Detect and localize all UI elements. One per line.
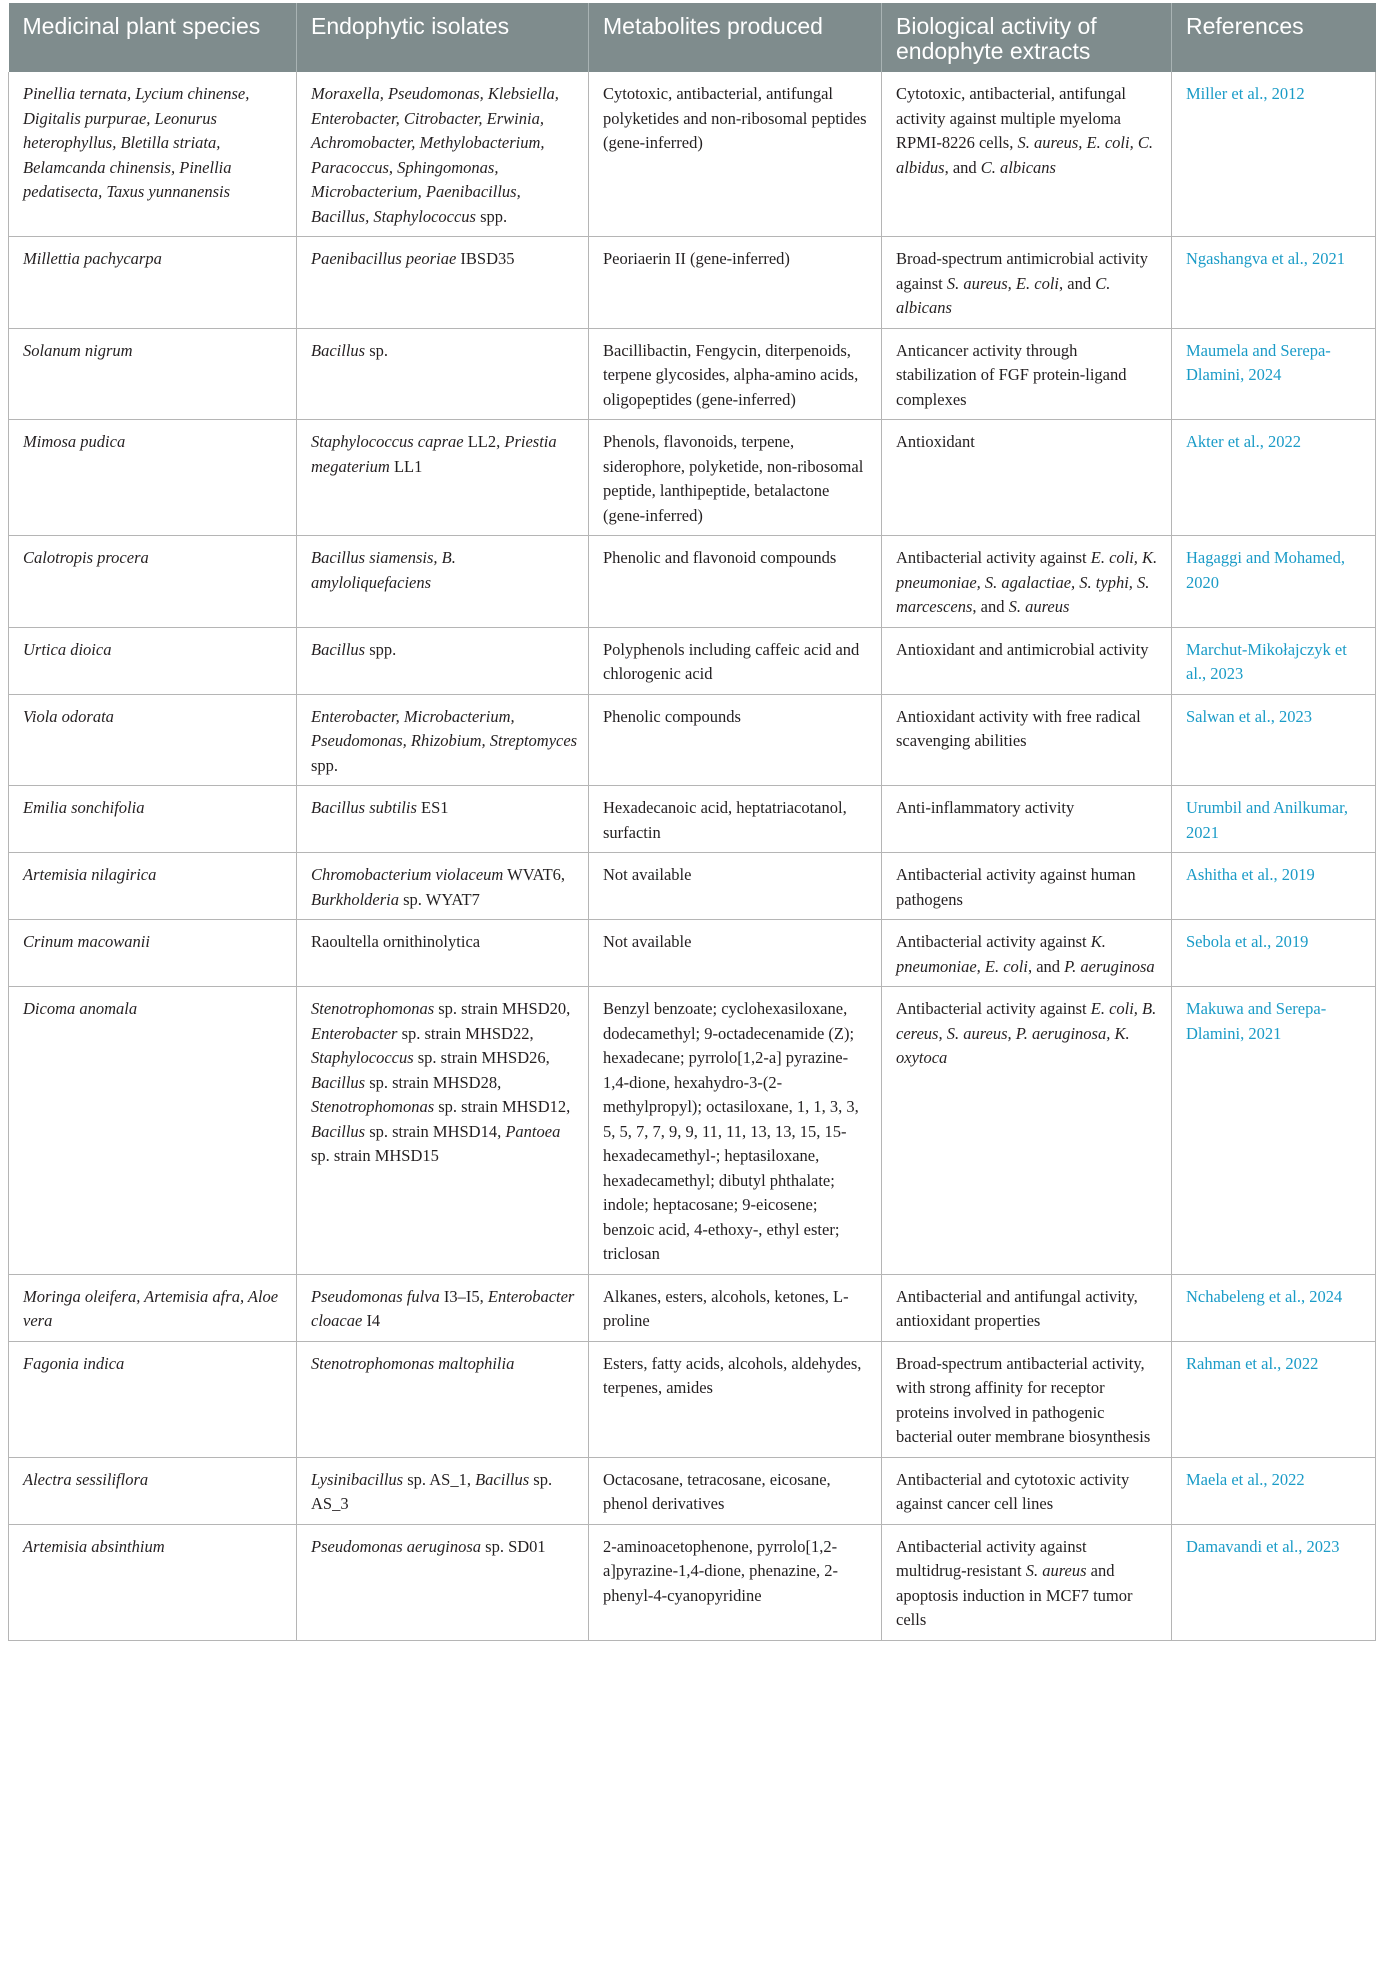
cell-text: Anti-inflammatory activity	[896, 798, 1075, 817]
header-biological-activity: Biological activity of endophyte extracts	[882, 3, 1172, 72]
table-row	[9, 72, 1376, 237]
plant-species-cell	[9, 694, 297, 786]
cell-text: Not available	[603, 865, 692, 884]
plant-species-cell	[9, 72, 297, 237]
cell-text: Antioxidant and antimicrobial activity	[896, 639, 1149, 659]
cell-text: Bacillus	[475, 1469, 530, 1489]
cell-text: Phenolic and flavonoid compounds	[603, 548, 837, 567]
reference-link[interactable]: Rahman et al., 2022	[1172, 1341, 1376, 1457]
cell-text: Not available	[603, 932, 692, 951]
plant-species-cell	[9, 328, 297, 420]
table-container	[8, 3, 1375, 1641]
plant-species-cell	[9, 1524, 297, 1640]
cell-text: Pantoea	[505, 1121, 561, 1141]
cell-text: S. aureus	[1008, 597, 1070, 616]
cell-text: sp. SD01	[481, 1536, 546, 1556]
cell-text: , and	[1027, 956, 1065, 976]
cell-text: Esters, fatty acids, alcohols, aldehydes, terpenes, amides	[603, 1353, 862, 1397]
metabolites-cell	[589, 420, 882, 536]
table-row	[9, 920, 1376, 987]
cell-text: Stenotrophomonas	[311, 1097, 435, 1116]
reference-link[interactable]: Ashitha et al., 2019	[1172, 853, 1376, 920]
cell-text: Staphylococcus	[311, 1048, 414, 1067]
reference-link[interactable]: Miller et al., 2012	[1172, 72, 1376, 237]
cell-text: S. aureus	[1025, 1561, 1087, 1580]
cell-text: Antibacterial activity against	[896, 932, 1091, 951]
cell-text: Paenibacillus peoriae	[311, 249, 457, 268]
biological-activity-cell	[882, 237, 1172, 329]
reference-link[interactable]: Akter et al., 2022	[1172, 420, 1376, 536]
cell-text: Fagonia indica	[23, 1353, 125, 1373]
cell-text: Pseudomonas aeruginosa	[311, 1536, 482, 1556]
cell-text: Stenotrophomonas	[311, 999, 435, 1018]
table-row	[9, 987, 1376, 1275]
metabolites-cell	[589, 987, 882, 1275]
reference-link[interactable]: Sebola et al., 2019	[1172, 920, 1376, 987]
cell-text: spp.	[475, 206, 508, 226]
cell-text: Chromobacterium violaceum	[311, 865, 504, 884]
table-row	[9, 237, 1376, 329]
biological-activity-cell	[882, 920, 1172, 987]
biological-activity-cell	[882, 536, 1172, 628]
cell-text: sp. strain MHSD20,	[434, 999, 571, 1018]
cell-text: Artemisia nilagirica	[23, 865, 157, 884]
cell-text: , and	[1059, 273, 1096, 293]
header-plant-species: Medicinal plant species	[9, 3, 297, 72]
cell-text: Raoultella ornithinolytica	[311, 932, 481, 951]
cell-text: Bacillus	[311, 340, 366, 360]
endophytic-isolates-cell	[297, 694, 589, 786]
endophytic-isolates-cell	[297, 1457, 589, 1524]
reference-link[interactable]: Hagaggi and Mohamed, 2020	[1172, 536, 1376, 628]
plant-species-cell	[9, 536, 297, 628]
cell-text: sp. AS_3	[311, 1469, 553, 1513]
plant-species-cell	[9, 1457, 297, 1524]
cell-text: , and	[944, 157, 981, 177]
table-header	[9, 3, 1376, 72]
cell-text: Alkanes, esters, alcohols, ketones, L-proline	[603, 1286, 849, 1330]
metabolites-cell	[589, 1341, 882, 1457]
reference-link[interactable]: Damavandi et al., 2023	[1172, 1524, 1376, 1640]
table-row	[9, 627, 1376, 694]
cell-text: Dicoma anomala	[23, 999, 138, 1018]
reference-link[interactable]: Urumbil and Anilkumar, 2021	[1172, 786, 1376, 853]
table-row	[9, 786, 1376, 853]
endophytic-isolates-cell	[297, 328, 589, 420]
biological-activity-cell	[882, 694, 1172, 786]
cell-text: Pseudomonas fulva	[311, 1286, 440, 1306]
cell-text: WVAT6,	[503, 865, 566, 884]
cell-text: Octacosane, tetracosane, eicosane, phenol derivatives	[603, 1469, 831, 1513]
plant-species-cell	[9, 853, 297, 920]
biological-activity-cell	[882, 1524, 1172, 1640]
cell-text: Broad-spectrum antimicrobial activity against	[896, 249, 1149, 293]
header-endophytic-isolates: Endophytic isolates	[297, 3, 589, 72]
cell-text: and apoptosis induction in MCF7 tumor cells	[896, 1561, 1133, 1629]
endophytic-isolates-cell	[297, 237, 589, 329]
cell-text: Crinum macowanii	[23, 932, 150, 951]
cell-text: C. albicans	[896, 273, 1111, 317]
cell-text: Bacillus	[311, 1072, 366, 1092]
biological-activity-cell	[882, 987, 1172, 1275]
cell-text: Pinellia ternata, Lycium chinense, Digitalis purpurae, Leonurus heterophyllus, Bletilla striata, Belamcanda chinensis, Pinellia pedatisecta, Taxus yunnanensis	[23, 84, 250, 201]
plant-species-cell	[9, 987, 297, 1275]
metabolites-cell	[589, 1274, 882, 1341]
endophytic-isolates-cell	[297, 920, 589, 987]
cell-text: Urtica dioica	[23, 639, 112, 659]
reference-link[interactable]: Maela et al., 2022	[1172, 1457, 1376, 1524]
cell-text: Staphylococcus caprae	[311, 432, 464, 451]
metabolites-cell	[589, 328, 882, 420]
cell-text: Antibacterial activity against human pathogens	[896, 865, 1136, 909]
cell-text: Antibacterial activity against multidrug-resistant	[896, 1536, 1087, 1580]
endophytic-isolates-cell	[297, 420, 589, 536]
cell-text: Bacillibactin, Fengycin, diterpenoids, terpene glycosides, alpha-amino acids, oligopeptides (gene-inferred)	[603, 340, 859, 409]
table-row	[9, 1524, 1376, 1640]
cell-text: S. aureus, E. coli, C. albidus	[896, 133, 1153, 177]
cell-text: Viola odorata	[23, 706, 114, 726]
endophyte-table	[8, 3, 1376, 1641]
cell-text: I3–I5,	[439, 1286, 488, 1306]
cell-text: Lysinibacillus	[311, 1469, 404, 1489]
cell-text: spp.	[365, 639, 397, 659]
biological-activity-cell	[882, 1457, 1172, 1524]
cell-text: Phenolic compounds	[603, 706, 741, 726]
cell-text: sp. strain MHSD14,	[365, 1121, 506, 1141]
endophytic-isolates-cell	[297, 72, 589, 237]
biological-activity-cell	[882, 1341, 1172, 1457]
cell-text: Antioxidant activity with free radical scavenging abilities	[896, 706, 1141, 750]
endophytic-isolates-cell	[297, 627, 589, 694]
endophytic-isolates-cell	[297, 1524, 589, 1640]
endophytic-isolates-cell	[297, 536, 589, 628]
metabolites-cell	[589, 853, 882, 920]
cell-text: E. coli, B. cereus, S. aureus, P. aeruginosa, K. oxytoca	[896, 999, 1157, 1067]
cell-text: 2-aminoacetophenone, pyrrolo[1,2-a]pyrazine-1,4-dione, phenazine, 2-phenyl-4-cyanopyridine	[603, 1536, 839, 1605]
reference-link[interactable]: Nchabeleng et al., 2024	[1172, 1274, 1376, 1341]
cell-text: Stenotrophomonas maltophilia	[311, 1353, 515, 1373]
cell-text: Antibacterial and cytotoxic activity against cancer cell lines	[896, 1469, 1130, 1513]
plant-species-cell	[9, 1274, 297, 1341]
cell-text: Enterobacter cloacae	[311, 1286, 575, 1330]
biological-activity-cell	[882, 328, 1172, 420]
cell-text: Burkholderia	[311, 889, 399, 909]
biological-activity-cell	[882, 72, 1172, 237]
cell-text: , and	[972, 597, 1009, 616]
cell-text: Polyphenols including caffeic acid and chlorogenic acid	[603, 639, 860, 683]
biological-activity-cell	[882, 420, 1172, 536]
cell-text: Antibacterial and antifungal activity, antioxidant properties	[896, 1286, 1138, 1330]
cell-text: Phenols, flavonoids, terpene, siderophore, polyketide, non-ribosomal peptide, lanthipeptide, betalactone (gene-inferred)	[603, 432, 864, 525]
cell-text: sp. strain MHSD28,	[365, 1072, 502, 1092]
cell-text: Bacillus	[311, 639, 366, 659]
cell-text: C. albicans	[980, 157, 1056, 177]
reference-link[interactable]: Makuwa and Serepa-Dlamini, 2021	[1172, 987, 1376, 1275]
table-row	[9, 694, 1376, 786]
cell-text: IBSD35	[456, 249, 515, 268]
plant-species-cell	[9, 786, 297, 853]
table-row	[9, 420, 1376, 536]
cell-text: Hexadecanoic acid, heptatriacotanol, surfactin	[603, 798, 847, 842]
plant-species-cell	[9, 627, 297, 694]
cell-text: Enterobacter	[311, 1023, 398, 1043]
metabolites-cell	[589, 1457, 882, 1524]
cell-text: sp. WYAT7	[399, 889, 480, 909]
table-body	[9, 72, 1376, 1640]
biological-activity-cell	[882, 627, 1172, 694]
cell-text: Benzyl benzoate; cyclohexasiloxane, dodecamethyl; 9-octadecenamide (Z); hexadecane; pyrrolo[1,2-a] pyrazine-1,4-dione, hexahydro-3-(2-methylpropyl); octasiloxane, 1, 1, 3, 3, 5, 5, 7, 7, 9, 9, 11, 11, 13, 13, 15, 15-hexadecamethyl-; heptasiloxane, hexadecamethyl; dibutyl phthalate; indole; heptacosane; 9-eicosene; benzoic acid, 4-ethoxy-, ethyl ester; triclosan	[603, 999, 859, 1263]
cell-text: sp. AS_1,	[403, 1469, 476, 1489]
cell-text: S. aureus, E. coli	[946, 273, 1059, 293]
plant-species-cell	[9, 1341, 297, 1457]
endophytic-isolates-cell	[297, 786, 589, 853]
table-row	[9, 1457, 1376, 1524]
cell-text: Anticancer activity through stabilization of FGF protein-ligand complexes	[896, 340, 1127, 409]
cell-text: Priestia megaterium	[311, 432, 557, 476]
reference-link[interactable]: Salwan et al., 2023	[1172, 694, 1376, 786]
biological-activity-cell	[882, 853, 1172, 920]
cell-text: sp. strain MHSD26,	[413, 1048, 550, 1067]
metabolites-cell	[589, 786, 882, 853]
metabolites-cell	[589, 1524, 882, 1640]
cell-text: LL2,	[463, 432, 505, 451]
cell-text: Antibacterial activity against	[896, 999, 1091, 1018]
cell-text: K. pneumoniae, E. coli	[896, 932, 1106, 976]
reference-link[interactable]: Ngashangva et al., 2021	[1172, 237, 1376, 329]
metabolites-cell	[589, 536, 882, 628]
cell-text: Artemisia absinthium	[23, 1536, 165, 1556]
table-row	[9, 1274, 1376, 1341]
header-references: References	[1172, 3, 1376, 72]
table-row	[9, 536, 1376, 628]
cell-text: sp. strain MHSD15	[311, 1146, 439, 1165]
cell-text: Alectra sessiliflora	[23, 1469, 149, 1489]
metabolites-cell	[589, 237, 882, 329]
cell-text: Millettia pachycarpa	[23, 249, 162, 268]
cell-text: Bacillus	[311, 1121, 366, 1141]
endophytic-isolates-cell	[297, 1274, 589, 1341]
cell-text: P. aeruginosa	[1064, 956, 1155, 976]
plant-species-cell	[9, 237, 297, 329]
cell-text: Enterobacter, Microbacterium, Pseudomonas, Rhizobium, Streptomyces	[311, 706, 578, 750]
cell-text: Moraxella, Pseudomonas, Klebsiella, Enterobacter, Citrobacter, Erwinia, Achromobacter, Methylobacterium, Paracoccus, Sphingomonas, Microbacterium, Paenibacillus, Bacillus, Staphylococcus	[311, 84, 559, 226]
reference-link[interactable]: Maumela and Serepa-Dlamini, 2024	[1172, 328, 1376, 420]
metabolites-cell	[589, 72, 882, 237]
endophytic-isolates-cell	[297, 853, 589, 920]
cell-text: LL1	[389, 456, 423, 476]
plant-species-cell	[9, 920, 297, 987]
metabolites-cell	[589, 694, 882, 786]
biological-activity-cell	[882, 1274, 1172, 1341]
table-row	[9, 853, 1376, 920]
cell-text: I4	[362, 1311, 381, 1330]
metabolites-cell	[589, 920, 882, 987]
cell-text: sp. strain MHSD12,	[434, 1097, 571, 1116]
table-row	[9, 1341, 1376, 1457]
cell-text: Cytotoxic, antibacterial, antifungal polyketides and non-ribosomal peptides (gene-inferred)	[603, 84, 867, 152]
cell-text: sp. strain MHSD22,	[397, 1023, 534, 1043]
cell-text: ES1	[416, 798, 449, 817]
cell-text: Antioxidant	[896, 432, 975, 451]
cell-text: sp.	[365, 340, 388, 360]
cell-text: E. coli, K. pneumoniae, S. agalactiae, S. typhi, S. marcescens	[896, 548, 1158, 616]
endophytic-isolates-cell	[297, 1341, 589, 1457]
cell-text: Broad-spectrum antibacterial activity, with strong affinity for receptor proteins involved in pathogenic bacterial outer membrane biosynthesis	[896, 1353, 1151, 1446]
cell-text: Mimosa pudica	[23, 432, 126, 451]
reference-link[interactable]: Marchut-Mikołajczyk et al., 2023	[1172, 627, 1376, 694]
header-metabolites: Metabolites produced	[589, 3, 882, 72]
cell-text: Bacillus subtilis	[311, 798, 417, 817]
table-row	[9, 328, 1376, 420]
cell-text: Moringa oleifera, Artemisia afra, Aloe vera	[23, 1286, 279, 1330]
cell-text: Emilia sonchifolia	[23, 798, 145, 817]
cell-text: Calotropis procera	[23, 548, 149, 567]
cell-text: Solanum nigrum	[23, 340, 133, 360]
endophytic-isolates-cell	[297, 987, 589, 1275]
biological-activity-cell	[882, 786, 1172, 853]
cell-text: Bacillus siamensis, B. amyloliquefaciens	[311, 548, 456, 592]
cell-text: Antibacterial activity against	[896, 548, 1091, 567]
metabolites-cell	[589, 627, 882, 694]
cell-text: Peoriaerin II (gene-inferred)	[603, 249, 790, 268]
cell-text: spp.	[311, 755, 339, 775]
cell-text: Cytotoxic, antibacterial, antifungal activity against multiple myeloma RPMI-8226 cells,	[896, 84, 1127, 152]
plant-species-cell	[9, 420, 297, 536]
